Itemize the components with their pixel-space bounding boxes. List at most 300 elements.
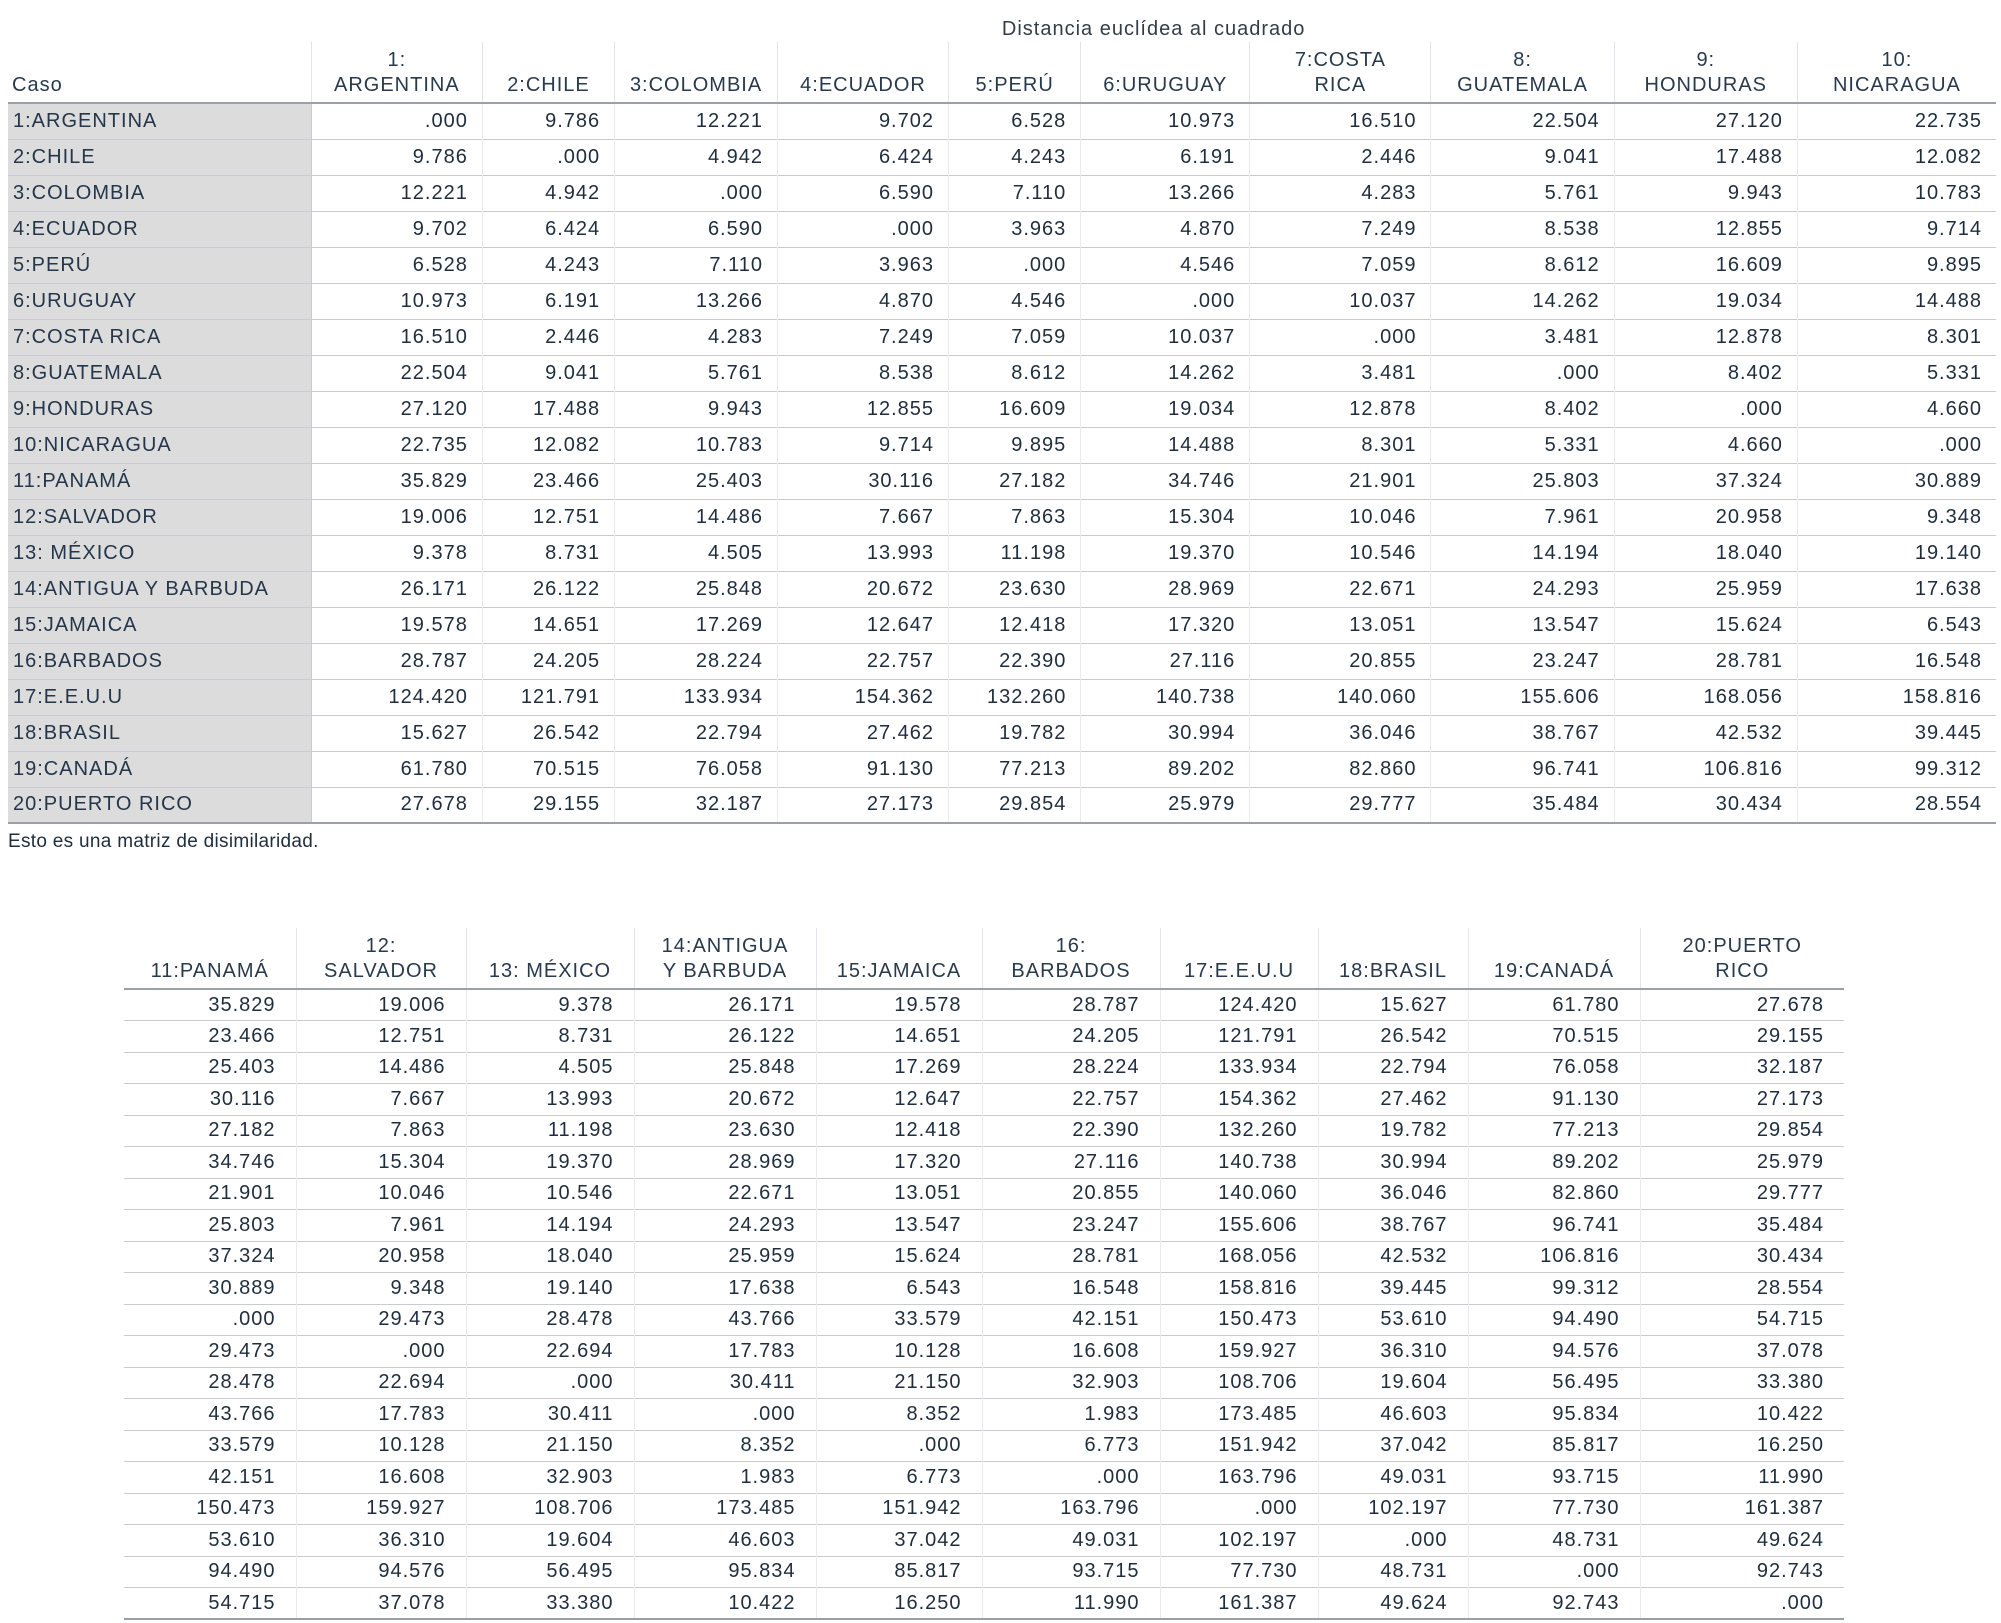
- value-cell: 19.370: [1081, 535, 1250, 571]
- value-cell: 28.787: [311, 643, 482, 679]
- value-cell: 12.418: [816, 1115, 982, 1147]
- value-cell: 19.578: [816, 989, 982, 1021]
- value-cell: 12.751: [296, 1021, 466, 1053]
- value-cell: 32.187: [615, 787, 778, 823]
- column-header-line: 19:CANADÁ: [1493, 960, 1615, 982]
- value-cell: 22.757: [778, 643, 949, 679]
- value-cell: 26.122: [634, 1021, 816, 1053]
- column-header: [634, 928, 816, 989]
- value-cell: 77.730: [1468, 1493, 1640, 1525]
- value-cell: 15.624: [816, 1241, 982, 1273]
- table-row: [124, 1021, 1844, 1053]
- value-cell: 4.942: [615, 139, 778, 175]
- table-row: [8, 391, 1996, 427]
- value-cell: 82.860: [1468, 1178, 1640, 1210]
- value-cell: 163.796: [982, 1493, 1160, 1525]
- column-header: [482, 42, 614, 103]
- value-cell: .000: [816, 1430, 982, 1462]
- value-cell: 16.510: [311, 319, 482, 355]
- value-cell: 34.746: [208, 1150, 276, 1173]
- value-cell: 161.387: [1640, 1493, 1844, 1525]
- value-cell: 5.761: [615, 355, 778, 391]
- value-cell: 99.312: [1797, 751, 1996, 787]
- table-row: [124, 1493, 1844, 1525]
- value-cell: 4.942: [482, 175, 614, 211]
- value-cell: 29.854: [949, 787, 1081, 823]
- value-cell: .000: [1318, 1525, 1468, 1557]
- value-cell: 10.546: [466, 1178, 634, 1210]
- value-cell: 27.462: [778, 715, 949, 751]
- column-header: [982, 928, 1160, 989]
- value-cell: 10.422: [634, 1588, 816, 1620]
- value-cell: 20.855: [1250, 643, 1431, 679]
- table-footnote: Esto es una matriz de disimilaridad.: [8, 831, 319, 852]
- value-cell: 9.041: [482, 355, 614, 391]
- value-cell: 22.390: [949, 643, 1081, 679]
- value-cell: 16.609: [949, 391, 1081, 427]
- column-header-line: GUATEMALA: [1457, 74, 1588, 96]
- column-header: [466, 928, 634, 989]
- value-cell: 24.293: [1431, 571, 1614, 607]
- value-cell: 56.495: [466, 1556, 634, 1588]
- value-cell: 6.528: [949, 103, 1081, 139]
- value-cell: 20.958: [296, 1241, 466, 1273]
- value-cell: 10.128: [296, 1430, 466, 1462]
- value-cell: 28.224: [615, 643, 778, 679]
- value-cell: .000: [1640, 1588, 1844, 1620]
- value-cell: 8.612: [1431, 247, 1614, 283]
- table-row: [124, 1052, 1844, 1084]
- value-cell: 15.304: [296, 1147, 466, 1179]
- column-header-line: 9:: [1696, 49, 1716, 71]
- value-cell: 35.829: [311, 463, 482, 499]
- value-cell: 49.031: [1318, 1462, 1468, 1494]
- value-cell: 61.780: [1468, 989, 1640, 1021]
- value-cell: 4.870: [778, 283, 949, 319]
- value-cell: .000: [1468, 1556, 1640, 1588]
- value-cell: 6.543: [1797, 607, 1996, 643]
- value-cell: 14.262: [1081, 355, 1250, 391]
- value-cell: 27.116: [982, 1147, 1160, 1179]
- column-header: [124, 928, 296, 989]
- value-cell: 133.934: [1160, 1052, 1318, 1084]
- value-cell: 10.783: [1797, 175, 1996, 211]
- value-cell: 22.735: [1797, 103, 1996, 139]
- value-cell: 7.249: [1250, 211, 1431, 247]
- value-cell: 17.638: [1797, 571, 1996, 607]
- row-label: 8:GUATEMALA: [8, 355, 311, 391]
- row-label: 16:BARBADOS: [8, 643, 311, 679]
- value-cell: 37.324: [1614, 463, 1797, 499]
- value-cell: 85.817: [1468, 1430, 1640, 1462]
- value-cell: 16.608: [982, 1336, 1160, 1368]
- value-cell: 3.963: [949, 211, 1081, 247]
- value-cell: 9.895: [949, 427, 1081, 463]
- value-cell: 168.056: [1160, 1241, 1318, 1273]
- value-cell: 70.515: [482, 751, 614, 787]
- table-row: [124, 1525, 1844, 1557]
- value-cell: 26.122: [482, 571, 614, 607]
- row-label: 10:NICARAGUA: [8, 427, 311, 463]
- value-cell: 3.963: [778, 247, 949, 283]
- value-cell: 12.418: [949, 607, 1081, 643]
- value-cell: 30.994: [1081, 715, 1250, 751]
- value-cell: 13.993: [466, 1084, 634, 1116]
- value-cell: 6.191: [1081, 139, 1250, 175]
- value-cell: 30.411: [634, 1367, 816, 1399]
- column-header-line: 4:ECUADOR: [800, 74, 926, 96]
- value-cell: 25.959: [634, 1241, 816, 1273]
- value-cell: 6.773: [816, 1462, 982, 1494]
- value-cell: 37.078: [296, 1588, 466, 1620]
- value-cell: .000: [982, 1462, 1160, 1494]
- value-cell: 53.610: [1318, 1304, 1468, 1336]
- value-cell: 1.983: [634, 1462, 816, 1494]
- value-cell: .000: [1081, 283, 1250, 319]
- value-cell: 10.422: [1640, 1399, 1844, 1431]
- value-cell: 23.247: [982, 1210, 1160, 1242]
- value-cell: 10.037: [1081, 319, 1250, 355]
- value-cell: 17.320: [816, 1147, 982, 1179]
- value-cell: 46.603: [1318, 1399, 1468, 1431]
- value-cell: 11.990: [982, 1588, 1160, 1620]
- value-cell: 7.863: [296, 1115, 466, 1147]
- table-row: [124, 1147, 1844, 1179]
- value-cell: 29.155: [482, 787, 614, 823]
- value-cell: 49.624: [1318, 1588, 1468, 1620]
- row-label: 14:ANTIGUA Y BARBUDA: [8, 571, 311, 607]
- value-cell: .000: [1160, 1493, 1318, 1525]
- column-header: [1468, 928, 1640, 989]
- value-cell: 27.182: [949, 463, 1081, 499]
- value-cell: 5.331: [1431, 427, 1614, 463]
- value-cell: 173.485: [634, 1493, 816, 1525]
- column-header: [1797, 42, 1996, 103]
- table-row: [8, 463, 1996, 499]
- value-cell: 96.741: [1431, 751, 1614, 787]
- value-cell: 48.731: [1468, 1525, 1640, 1557]
- value-cell: 33.579: [208, 1434, 276, 1457]
- value-cell: 16.608: [296, 1462, 466, 1494]
- value-cell: 10.973: [311, 283, 482, 319]
- value-cell: 4.243: [482, 247, 614, 283]
- value-cell: 49.624: [1640, 1525, 1844, 1557]
- table-row: [8, 319, 1996, 355]
- table-row: [8, 283, 1996, 319]
- value-cell: 32.187: [1640, 1052, 1844, 1084]
- value-cell: 151.942: [1160, 1430, 1318, 1462]
- table-row: [8, 499, 1996, 535]
- table-row: [8, 139, 1996, 175]
- value-cell: 30.434: [1640, 1241, 1844, 1273]
- value-cell: 2.446: [482, 319, 614, 355]
- value-cell: 18.040: [466, 1241, 634, 1273]
- value-cell: 4.505: [615, 535, 778, 571]
- table-row: [8, 427, 1996, 463]
- value-cell: 35.484: [1640, 1210, 1844, 1242]
- value-cell: 21.150: [466, 1430, 634, 1462]
- value-cell: 30.889: [1797, 463, 1996, 499]
- value-cell: .000: [1431, 355, 1614, 391]
- value-cell: 108.706: [466, 1493, 634, 1525]
- value-cell: 19.006: [296, 989, 466, 1021]
- value-cell: 37.042: [816, 1525, 982, 1557]
- column-header-line: 12:: [365, 935, 397, 957]
- value-cell: 76.058: [615, 751, 778, 787]
- value-cell: 22.757: [982, 1084, 1160, 1116]
- value-cell: 155.606: [1431, 679, 1614, 715]
- value-cell: 7.249: [778, 319, 949, 355]
- value-cell: 17.638: [634, 1273, 816, 1305]
- value-cell: 53.610: [208, 1528, 276, 1551]
- value-cell: 33.380: [466, 1588, 634, 1620]
- column-header-line: 15:JAMAICA: [836, 960, 962, 982]
- value-cell: 43.766: [634, 1304, 816, 1336]
- value-cell: 17.783: [634, 1336, 816, 1368]
- value-cell: 27.120: [1614, 103, 1797, 139]
- value-cell: 19.578: [311, 607, 482, 643]
- value-cell: 132.260: [949, 679, 1081, 715]
- value-cell: 28.478: [208, 1371, 276, 1394]
- value-cell: 13.266: [1081, 175, 1250, 211]
- value-cell: 19.604: [466, 1525, 634, 1557]
- value-cell: 28.781: [1614, 643, 1797, 679]
- value-cell: 158.816: [1160, 1273, 1318, 1305]
- value-cell: 22.671: [1250, 571, 1431, 607]
- case-header: Caso: [12, 74, 63, 96]
- value-cell: 16.510: [1250, 103, 1431, 139]
- value-cell: 9.702: [778, 103, 949, 139]
- value-cell: 29.473: [208, 1339, 276, 1362]
- value-cell: 6.424: [778, 139, 949, 175]
- table-row: [124, 1241, 1844, 1273]
- value-cell: 12.221: [615, 103, 778, 139]
- column-header-line: 18:BRASIL: [1339, 960, 1447, 982]
- value-cell: 159.927: [1160, 1336, 1318, 1368]
- value-cell: 23.630: [634, 1115, 816, 1147]
- value-cell: 92.743: [1468, 1588, 1640, 1620]
- value-cell: .000: [466, 1367, 634, 1399]
- value-cell: 151.942: [816, 1493, 982, 1525]
- value-cell: 26.542: [482, 715, 614, 751]
- value-cell: 140.738: [1081, 679, 1250, 715]
- value-cell: 12.855: [778, 391, 949, 427]
- value-cell: 3.481: [1431, 319, 1614, 355]
- value-cell: 94.576: [296, 1556, 466, 1588]
- value-cell: 25.403: [208, 1056, 276, 1079]
- table-row: [124, 989, 1844, 1021]
- value-cell: 27.120: [311, 391, 482, 427]
- value-cell: 94.576: [1468, 1336, 1640, 1368]
- table-row: [124, 1115, 1844, 1147]
- value-cell: 124.420: [1160, 989, 1318, 1021]
- value-cell: 93.715: [1468, 1462, 1640, 1494]
- value-cell: 9.943: [615, 391, 778, 427]
- value-cell: 13.051: [1250, 607, 1431, 643]
- value-cell: 22.390: [982, 1115, 1160, 1147]
- value-cell: 70.515: [1468, 1021, 1640, 1053]
- table-row: [8, 751, 1996, 787]
- value-cell: 155.606: [1160, 1210, 1318, 1242]
- value-cell: 23.466: [482, 463, 614, 499]
- row-label: 11:PANAMÁ: [8, 463, 311, 499]
- value-cell: 21.150: [816, 1367, 982, 1399]
- value-cell: 14.486: [615, 499, 778, 535]
- value-cell: 11.198: [466, 1115, 634, 1147]
- value-cell: 11.198: [949, 535, 1081, 571]
- value-cell: 33.380: [1640, 1367, 1844, 1399]
- value-cell: 25.403: [615, 463, 778, 499]
- value-cell: 13.993: [778, 535, 949, 571]
- column-header: [816, 928, 982, 989]
- value-cell: 8.352: [634, 1430, 816, 1462]
- value-cell: 12.855: [1614, 211, 1797, 247]
- table-row: [124, 1304, 1844, 1336]
- table-row: [8, 535, 1996, 571]
- value-cell: 15.627: [311, 715, 482, 751]
- value-cell: 17.269: [615, 607, 778, 643]
- value-cell: 133.934: [615, 679, 778, 715]
- row-label: 12:SALVADOR: [8, 499, 311, 535]
- value-cell: 28.224: [982, 1052, 1160, 1084]
- value-cell: .000: [778, 211, 949, 247]
- row-label: 18:BRASIL: [8, 715, 311, 751]
- value-cell: 9.378: [466, 989, 634, 1021]
- value-cell: 38.767: [1318, 1210, 1468, 1242]
- value-cell: 22.504: [311, 355, 482, 391]
- column-header: [1318, 928, 1468, 989]
- value-cell: 12.082: [1797, 139, 1996, 175]
- value-cell: 25.803: [1431, 463, 1614, 499]
- value-cell: 32.903: [982, 1367, 1160, 1399]
- value-cell: 9.702: [311, 211, 482, 247]
- value-cell: 22.794: [1318, 1052, 1468, 1084]
- value-cell: 22.671: [634, 1178, 816, 1210]
- value-cell: 4.505: [466, 1052, 634, 1084]
- value-cell: 39.445: [1318, 1273, 1468, 1305]
- value-cell: 29.155: [1640, 1021, 1844, 1053]
- value-cell: 61.780: [311, 751, 482, 787]
- value-cell: 1.983: [982, 1399, 1160, 1431]
- table-row: [124, 1462, 1844, 1494]
- value-cell: 23.630: [949, 571, 1081, 607]
- value-cell: 14.488: [1797, 283, 1996, 319]
- value-cell: 35.484: [1431, 787, 1614, 823]
- value-cell: .000: [232, 1308, 276, 1331]
- value-cell: 9.786: [311, 139, 482, 175]
- column-header-line: 20:PUERTO: [1682, 935, 1802, 957]
- value-cell: 38.767: [1431, 715, 1614, 751]
- value-cell: 8.301: [1250, 427, 1431, 463]
- value-cell: 4.283: [615, 319, 778, 355]
- table-row: [8, 787, 1996, 823]
- row-label: 20:PUERTO RICO: [8, 787, 311, 823]
- value-cell: 17.269: [816, 1052, 982, 1084]
- value-cell: 7.667: [296, 1084, 466, 1116]
- value-cell: 7.059: [949, 319, 1081, 355]
- row-label: 15:JAMAICA: [8, 607, 311, 643]
- value-cell: 30.116: [778, 463, 949, 499]
- table-row: [8, 571, 1996, 607]
- value-cell: 6.424: [482, 211, 614, 247]
- value-cell: 9.714: [778, 427, 949, 463]
- column-header-line: RICO: [1715, 960, 1770, 982]
- value-cell: .000: [615, 175, 778, 211]
- value-cell: 37.042: [1318, 1430, 1468, 1462]
- column-header-line: BARBADOS: [1011, 960, 1131, 982]
- value-cell: 154.362: [1160, 1084, 1318, 1116]
- row-label: 6:URUGUAY: [8, 283, 311, 319]
- value-cell: 22.694: [466, 1336, 634, 1368]
- value-cell: 23.247: [1431, 643, 1614, 679]
- column-header-line: Y BARBUDA: [662, 960, 788, 982]
- value-cell: 48.731: [1318, 1556, 1468, 1588]
- value-cell: 19.140: [466, 1273, 634, 1305]
- value-cell: 17.783: [296, 1399, 466, 1431]
- value-cell: .000: [311, 103, 482, 139]
- value-cell: 28.554: [1797, 787, 1996, 823]
- value-cell: 26.542: [1318, 1021, 1468, 1053]
- value-cell: 22.794: [615, 715, 778, 751]
- value-cell: 19.034: [1614, 283, 1797, 319]
- value-cell: 28.969: [1081, 571, 1250, 607]
- value-cell: 33.579: [816, 1304, 982, 1336]
- value-cell: 23.466: [208, 1024, 276, 1047]
- column-header-line: 3:COLOMBIA: [629, 74, 763, 96]
- value-cell: 8.352: [816, 1399, 982, 1431]
- value-cell: 14.651: [816, 1021, 982, 1053]
- value-cell: 27.678: [1640, 989, 1844, 1021]
- value-cell: 25.848: [615, 571, 778, 607]
- value-cell: 95.834: [1468, 1399, 1640, 1431]
- value-cell: 10.783: [615, 427, 778, 463]
- value-cell: 10.046: [296, 1178, 466, 1210]
- value-cell: 77.213: [949, 751, 1081, 787]
- column-header-line: SALVADOR: [324, 960, 438, 982]
- value-cell: 25.848: [634, 1052, 816, 1084]
- column-header-line: ARGENTINA: [333, 74, 460, 96]
- row-label: 5:PERÚ: [8, 247, 311, 283]
- value-cell: 36.310: [1318, 1336, 1468, 1368]
- value-cell: 56.495: [1468, 1367, 1640, 1399]
- table-row: [124, 1430, 1844, 1462]
- table-row: [124, 1367, 1844, 1399]
- value-cell: 36.046: [1318, 1178, 1468, 1210]
- value-cell: 18.040: [1614, 535, 1797, 571]
- value-cell: 28.781: [982, 1241, 1160, 1273]
- value-cell: 54.715: [208, 1591, 276, 1614]
- value-cell: 7.110: [615, 247, 778, 283]
- value-cell: 19.782: [1318, 1115, 1468, 1147]
- value-cell: 96.741: [1468, 1210, 1640, 1242]
- value-cell: 29.854: [1640, 1115, 1844, 1147]
- value-cell: 9.714: [1797, 211, 1996, 247]
- value-cell: 89.202: [1081, 751, 1250, 787]
- value-cell: 42.151: [982, 1304, 1160, 1336]
- table-row: [8, 679, 1996, 715]
- table-row: [8, 715, 1996, 751]
- value-cell: 163.796: [1160, 1462, 1318, 1494]
- table-row: [8, 643, 1996, 679]
- value-cell: 5.761: [1431, 175, 1614, 211]
- column-header: [778, 42, 949, 103]
- value-cell: 12.221: [311, 175, 482, 211]
- value-cell: 37.324: [208, 1245, 276, 1268]
- value-cell: 30.434: [1614, 787, 1797, 823]
- value-cell: 26.171: [634, 989, 816, 1021]
- value-cell: 20.672: [778, 571, 949, 607]
- value-cell: 27.678: [311, 787, 482, 823]
